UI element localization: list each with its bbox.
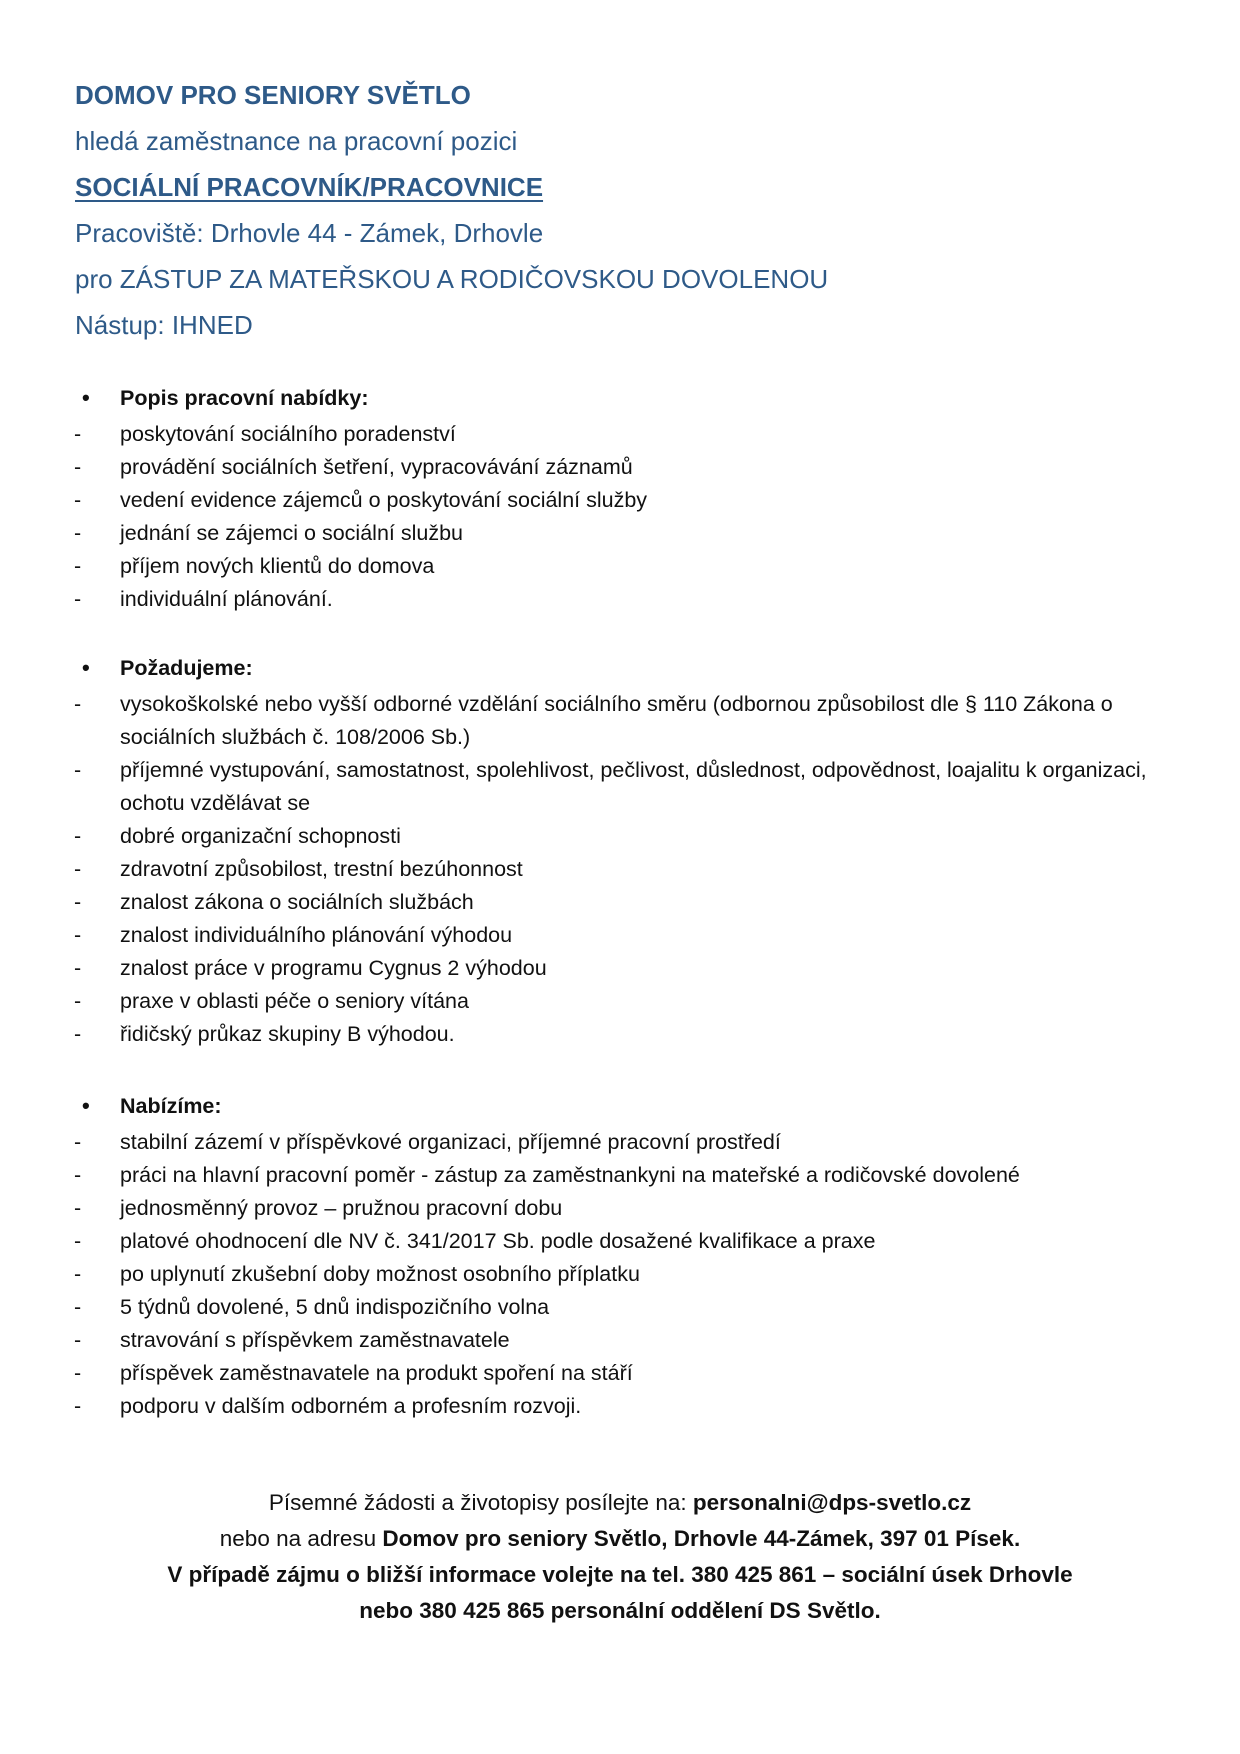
list-item [68, 583, 1178, 616]
list-item [68, 517, 1178, 550]
item-text: poskytování sociálního poradenství [120, 422, 456, 446]
dash-marker: - [74, 455, 82, 479]
section-title: Popis pracovní nabídky: [120, 386, 369, 410]
section-heading [68, 378, 1178, 418]
contact-line-email [0, 1485, 1240, 1521]
dash-marker: - [74, 554, 82, 578]
list-item [68, 853, 1178, 886]
position-title: SOCIÁLNÍ PRACOVNÍK/PRACOVNICE [75, 172, 544, 202]
bullet-icon: • [82, 1093, 90, 1118]
bullet-icon: • [82, 385, 90, 410]
item-text: praxe v oblasti péče o seniory vítána [120, 989, 469, 1013]
list-item [68, 1018, 1178, 1051]
section-job-description [68, 378, 1178, 616]
list-item [68, 484, 1178, 517]
dash-marker: - [74, 521, 82, 545]
item-text: podporu v dalším odborném a profesním rozvoji. [120, 1394, 582, 1418]
dash-marker: - [74, 692, 82, 716]
contact-email[interactable]: personalni@dps-svetlo.cz [692, 1490, 972, 1515]
item-text: platové ohodnocení dle NV č. 341/2017 Sb. podle dosažené kvalifikace a praxe [120, 1229, 876, 1253]
dash-marker: - [74, 422, 82, 446]
dash-marker: - [74, 758, 82, 782]
contact-line-phone [0, 1557, 1240, 1593]
list-item [68, 1258, 1178, 1291]
organization-name: DOMOV PRO SENIORY SVĚTLO [75, 80, 471, 110]
list-item [68, 820, 1178, 853]
list-item [68, 754, 1178, 820]
list-item [68, 1126, 1178, 1159]
contact-phone-text: V případě zájmu o bližší informace volejte na tel. 380 425 861 – sociální úsek Drhovle [167, 1562, 1073, 1587]
item-text: po uplynutí zkušební doby možnost osobního příplatku [120, 1262, 640, 1286]
dash-marker: - [74, 1295, 82, 1319]
dash-marker: - [74, 587, 82, 611]
start-text: Nástup: IHNED [75, 310, 253, 340]
list-item [68, 1357, 1178, 1390]
section-title: Požadujeme: [120, 656, 253, 680]
item-text: jednání se zájemci o sociální službu [120, 521, 463, 545]
list-item [68, 1225, 1178, 1258]
contact-text: nebo na adresu [219, 1526, 383, 1551]
purpose-text: pro ZÁSTUP ZA MATEŘSKOU A RODIČOVSKOU DOVOLENOU [75, 264, 829, 294]
list-item [68, 1390, 1178, 1423]
section-offer [68, 1086, 1178, 1423]
list-item [68, 1291, 1178, 1324]
contact-text: Písemné žádosti a životopisy posílejte na: [268, 1490, 693, 1515]
dash-marker: - [74, 890, 82, 914]
workplace-text: Pracoviště: Drhovle 44 - Zámek, Drhovle [75, 218, 544, 248]
dash-marker: - [74, 1229, 82, 1253]
item-text: znalost individuálního plánování výhodou [120, 923, 513, 947]
dash-marker: - [74, 1328, 82, 1352]
item-text: příjem nových klientů do domova [120, 554, 435, 578]
contact-phone-hr-text: nebo 380 425 865 personální oddělení DS Světlo. [359, 1598, 881, 1623]
contact-address: Domov pro seniory Světlo, Drhovle 44-Zámek, 397 01 Písek. [382, 1526, 1021, 1551]
dash-marker: - [74, 1394, 82, 1418]
item-text: stabilní zázemí v příspěvkové organizaci, příjemné pracovní prostředí [120, 1130, 781, 1154]
seeking-text: hledá zaměstnance na pracovní pozici [75, 126, 518, 156]
list-item [68, 1192, 1178, 1225]
contact-line-phone-hr [0, 1593, 1240, 1629]
posting-header [75, 72, 828, 348]
item-text: provádění sociálních šetření, vypracovávání záznamů [120, 455, 633, 479]
list-item [68, 451, 1178, 484]
item-text: znalost zákona o sociálních službách [120, 890, 474, 914]
list-item [68, 1324, 1178, 1357]
item-text: individuální plánování. [120, 587, 333, 611]
dash-marker: - [74, 1361, 82, 1385]
dash-marker: - [74, 1262, 82, 1286]
dash-marker: - [74, 989, 82, 1013]
item-text: jednosměnný provoz – pružnou pracovní dobu [120, 1196, 563, 1220]
dash-marker: - [74, 857, 82, 881]
list-item [68, 550, 1178, 583]
item-text: dobré organizační schopnosti [120, 824, 401, 848]
section-heading [68, 1086, 1178, 1126]
item-text: 5 týdnů dovolené, 5 dnů indispozičního volna [120, 1295, 550, 1319]
dash-marker: - [74, 1130, 82, 1154]
item-text: stravování s příspěvkem zaměstnavatele [120, 1328, 510, 1352]
list-item [68, 1159, 1178, 1192]
list-item [68, 985, 1178, 1018]
dash-marker: - [74, 1163, 82, 1187]
contact-line-address [0, 1521, 1240, 1557]
section-requirements [68, 648, 1178, 1051]
section-heading [68, 648, 1178, 688]
bullet-icon: • [82, 655, 90, 680]
dash-marker: - [74, 956, 82, 980]
list-item [68, 688, 1178, 754]
item-text: příjemné vystupování, samostatnost, spolehlivost, pečlivost, důslednost, odpovědnost, loajalitu k organizaci, ochotu vzdělávat se [120, 758, 1147, 815]
list-item [68, 919, 1178, 952]
dash-marker: - [74, 1022, 82, 1046]
dash-marker: - [74, 1196, 82, 1220]
item-text: vedení evidence zájemců o poskytování sociální služby [120, 488, 648, 512]
dash-marker: - [74, 488, 82, 512]
list-item [68, 886, 1178, 919]
item-text: vysokoškolské nebo vyšší odborné vzdělání sociálního směru (odbornou způsobilost dle § 110 Zákona o sociálních službách č. 108/2006 Sb.) [120, 692, 1113, 749]
section-title: Nabízíme: [120, 1094, 222, 1118]
item-text: znalost práce v programu Cygnus 2 výhodou [120, 956, 547, 980]
list-item [68, 418, 1178, 451]
contact-footer [0, 1485, 1240, 1629]
dash-marker: - [74, 923, 82, 947]
item-text: příspěvek zaměstnavatele na produkt spoření na stáří [120, 1361, 633, 1385]
item-text: řidičský průkaz skupiny B výhodou. [120, 1022, 455, 1046]
dash-marker: - [74, 824, 82, 848]
item-text: zdravotní způsobilost, trestní bezúhonnost [120, 857, 523, 881]
list-item [68, 952, 1178, 985]
item-text: práci na hlavní pracovní poměr - zástup za zaměstnankyni na mateřské a rodičovské dovolené [120, 1163, 1020, 1187]
